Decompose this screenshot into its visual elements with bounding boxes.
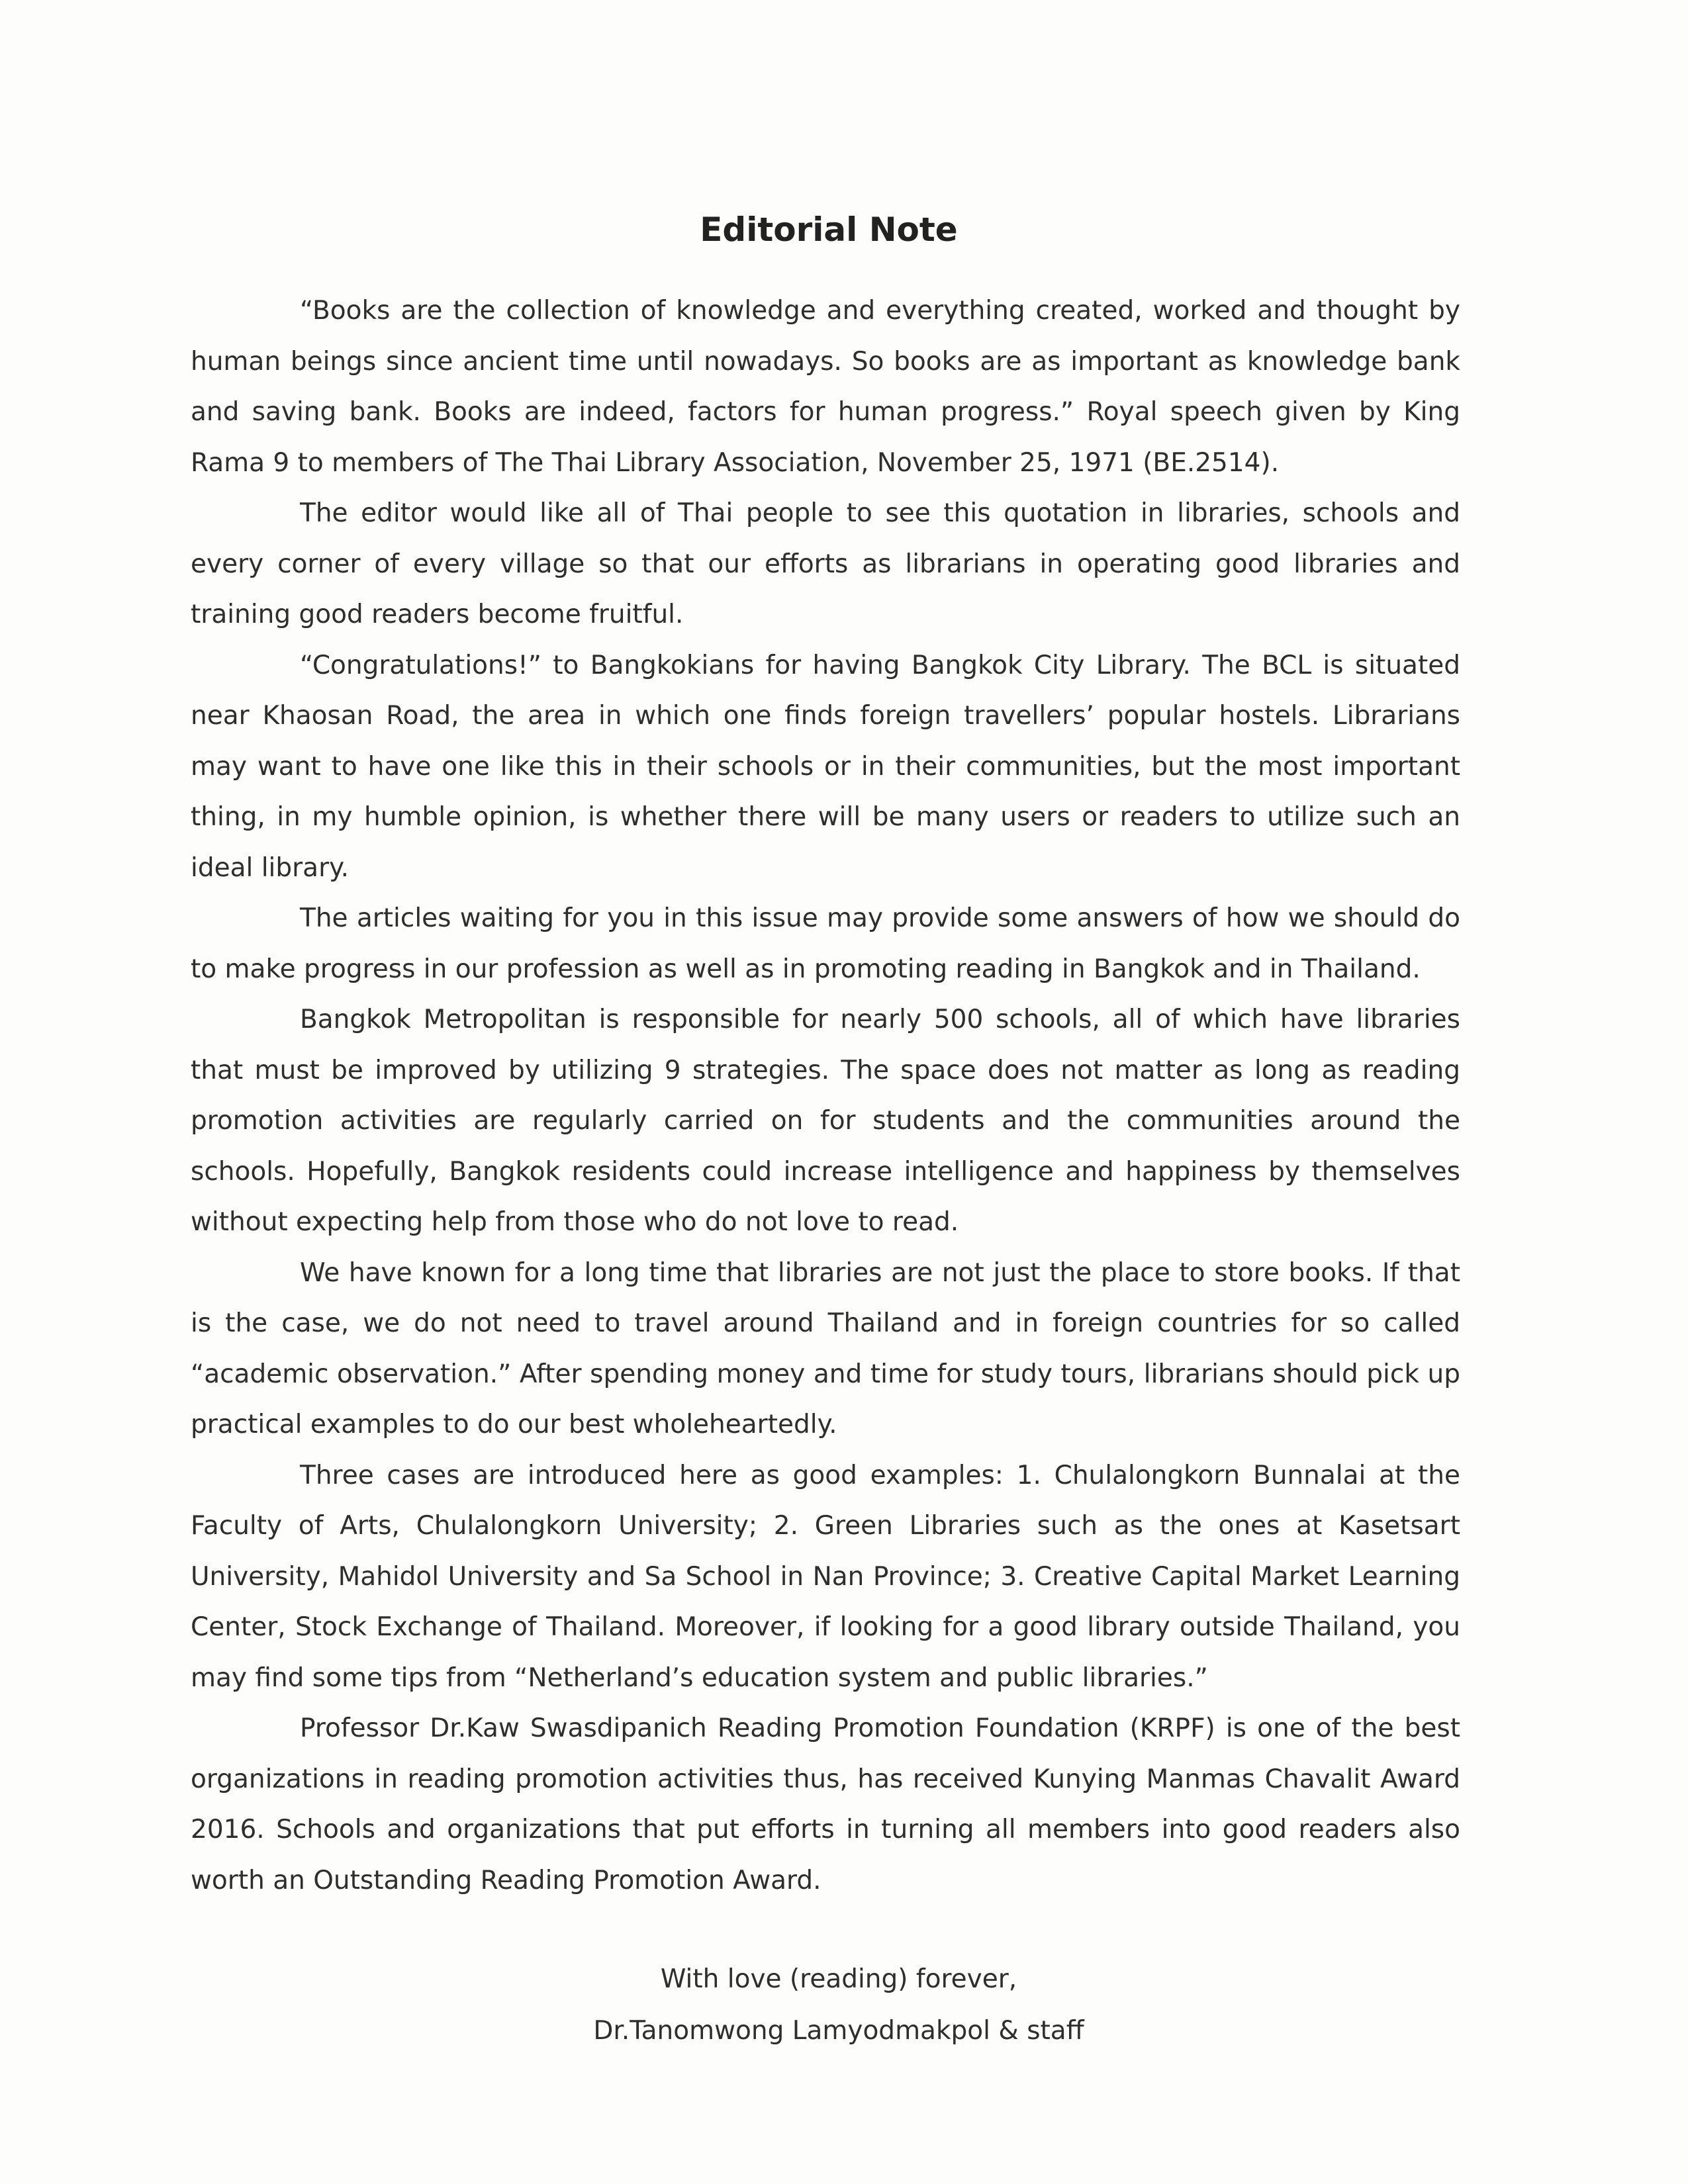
paragraph-royal-quote: “Books are the collection of knowledge and everything created, worked and thought by human beings since ancient time until nowadays. So books are as important as knowledge bank and saving bank. Books are indeed, factors for human progress.” Royal speech given by King Rama 9 to members of The Thai Library Association, November 25, 1971 (BE.2514). [191, 296, 1460, 478]
paragraph-krpf-award: Professor Dr.Kaw Swasdipanich Reading Promotion Foundation (KRPF) is one of the best organizations in reading promotion activities thus, has received Kunying Manmas Chavalit Award 2016. Schools and organizations that put efforts in turning all members into good readers also worth an Outstanding Reading Promotion Award. [191, 1713, 1460, 1895]
page-title: Editorial Note [700, 210, 958, 249]
sign-off [191, 1954, 1460, 2057]
paragraph-bangkok-metropolitan: Bangkok Metropolitan is responsible for nearly 500 schools, all of which have libraries that must be improved by utilizing 9 strategies. The space does not matter as long as reading promotion activities are regularly carried on for students and the communities around the schools. Hopefully, Bangkok residents could increase intelligence and happiness by themselves without expecting help from those who do not love to read. [191, 1005, 1460, 1237]
paragraph-three-cases: Three cases are introduced here as good examples: 1. Chulalongkorn Bunnalai at the Faculty of Arts, Chulalongkorn University; 2. Green Libraries such as the ones at Kasetsart University, Mahidol University and Sa School in Nan Province; 3. Creative Capital Market Learning Center, Stock Exchange of Thailand. Moreover, if looking for a good library outside Thailand, you may find some tips from “Netherland’s education system and public libraries.” [191, 1460, 1460, 1693]
paragraph-bangkok-city-library: “Congratulations!” to Bangkokians for having Bangkok City Library. The BCL is situated near Khaosan Road, the area in which one finds foreign travellers’ popular hostels. Librarians may want to have one like this in their schools or in their communities, but the most important thing, in my humble opinion, is whether there will be many users or readers to utilize such an ideal library. [191, 650, 1460, 883]
paragraph-libraries-not-storage: We have known for a long time that libraries are not just the place to store books. If that is the case, we do not need to travel around Thailand and in foreign countries for so called “academic observation.” After spending money and time for study tours, librarians should pick up practical examples to do our best wholeheartedly. [191, 1257, 1460, 1439]
signature-line: Dr.Tanomwong Lamyodmakpol & staff [593, 2016, 1084, 2046]
paragraph-articles-in-issue: The articles waiting for you in this issue may provide some answers of how we should do to make progress in our profession as well as in promoting reading in Bangkok and in Thailand. [191, 903, 1460, 984]
editorial-content [191, 210, 1460, 2057]
closing-line: With love (reading) forever, [660, 1964, 1017, 1994]
paragraph-editor-wish: The editor would like all of Thai people to see this quotation in libraries, schools and every corner of every village so that our efforts as librarians in operating good libraries and training good readers become fruitful. [191, 498, 1460, 629]
